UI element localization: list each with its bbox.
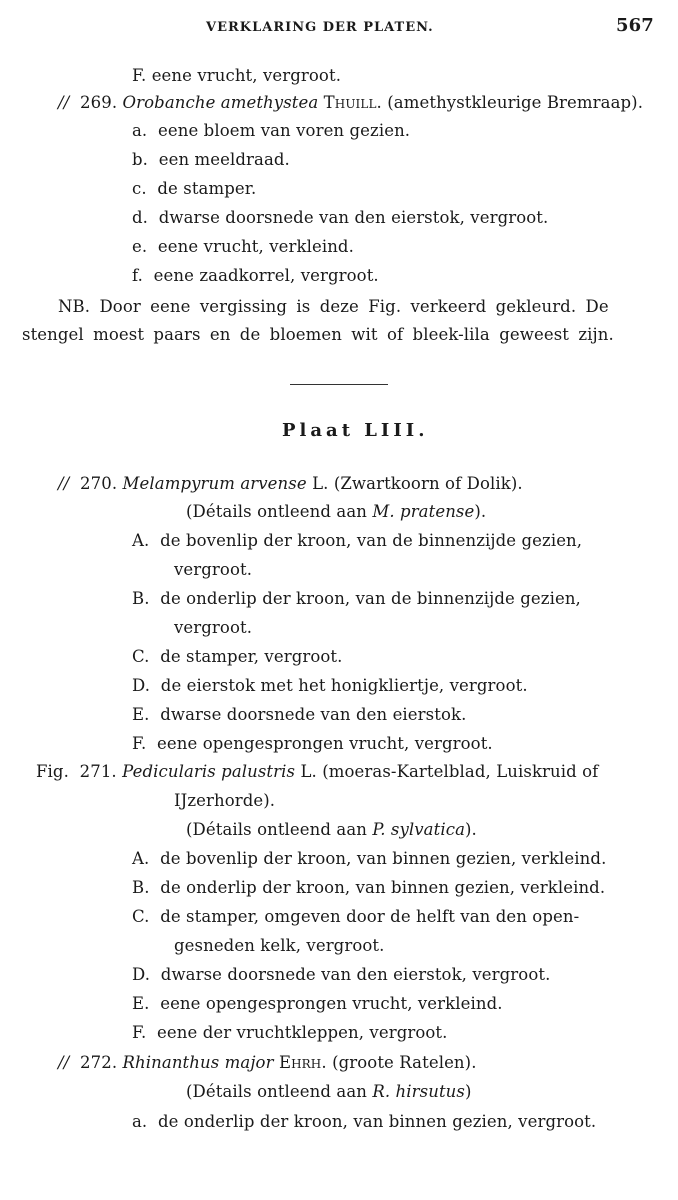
fig-270-entry: // 270. Melampyrum arvense L. (Zwartkoorn of Dolik). bbox=[58, 474, 523, 493]
fig-271-entry: Fig. 271. Pedicularis palustris L. (moeras-Kartelblad, Luiskruid of bbox=[36, 762, 599, 781]
list-item: F. eene opengesprongen vrucht, vergroot. bbox=[132, 734, 493, 753]
fig-271-continuation: IJzerhorde). bbox=[174, 791, 276, 810]
fig-271-details: (Détails ontleend aan P. sylvatica). bbox=[186, 820, 477, 839]
running-header: VERKLARING DER PLATEN. bbox=[206, 20, 434, 35]
list-item: C. de stamper, omgeven door de helft van den open- bbox=[132, 907, 580, 926]
list-item: b. een meeldraad. bbox=[132, 150, 290, 169]
fig-272-entry: // 272. Rhinanthus major Ehrh. (groote Ratelen). bbox=[58, 1053, 477, 1072]
list-item: c. de stamper. bbox=[132, 179, 257, 198]
list-item: C. de stamper, vergroot. bbox=[132, 647, 343, 666]
list-item: a. de onderlip der kroon, van binnen gezien, vergroot. bbox=[132, 1112, 597, 1131]
list-item: E. eene opengesprongen vrucht, verkleind. bbox=[132, 994, 503, 1013]
plate-heading: Plaat LIII. bbox=[282, 420, 429, 441]
list-item: f. eene zaadkorrel, vergroot. bbox=[132, 266, 379, 285]
fig-270-details: (Détails ontleend aan M. pratense). bbox=[186, 502, 487, 521]
list-item: A. de bovenlip der kroon, van de binnenzijde gezien, bbox=[132, 531, 583, 550]
fig-272-details: (Détails ontleend aan R. hirsutus) bbox=[186, 1082, 472, 1101]
list-item-continuation: vergroot. bbox=[174, 560, 253, 579]
nb-note-line-1: NB. Door eene vergissing is deze Fig. verkeerd gekleurd. De bbox=[58, 297, 609, 316]
list-item: B. de onderlip der kroon, van binnen gezien, verkleind. bbox=[132, 878, 606, 897]
section-divider bbox=[290, 384, 388, 385]
list-item: e. eene vrucht, verkleind. bbox=[132, 237, 354, 256]
list-item-continuation: gesneden kelk, vergroot. bbox=[174, 936, 385, 955]
list-item: F. eene der vruchtkleppen, vergroot. bbox=[132, 1023, 448, 1042]
list-item: D. dwarse doorsnede van den eierstok, vergroot. bbox=[132, 965, 551, 984]
list-item: E. dwarse doorsnede van den eierstok. bbox=[132, 705, 467, 724]
page-number: 567 bbox=[616, 15, 654, 36]
fig-269-entry: // 269. Orobanche amethystea Thuill. (amethystkleurige Bremraap). bbox=[58, 93, 644, 112]
list-item: a. eene bloem van voren gezien. bbox=[132, 121, 411, 140]
list-item: d. dwarse doorsnede van den eierstok, vergroot. bbox=[132, 208, 549, 227]
list-item: B. de onderlip der kroon, van de binnenzijde gezien, bbox=[132, 589, 581, 608]
list-item: F. eene vrucht, vergroot. bbox=[132, 66, 342, 85]
nb-note-line-2: stengel moest paars en de bloemen wit of bleek-lila geweest zijn. bbox=[22, 325, 614, 344]
list-item: A. de bovenlip der kroon, van binnen gezien, verkleind. bbox=[132, 849, 607, 868]
list-item: D. de eierstok met het honigkliertje, vergroot. bbox=[132, 676, 528, 695]
list-item-continuation: vergroot. bbox=[174, 618, 253, 637]
